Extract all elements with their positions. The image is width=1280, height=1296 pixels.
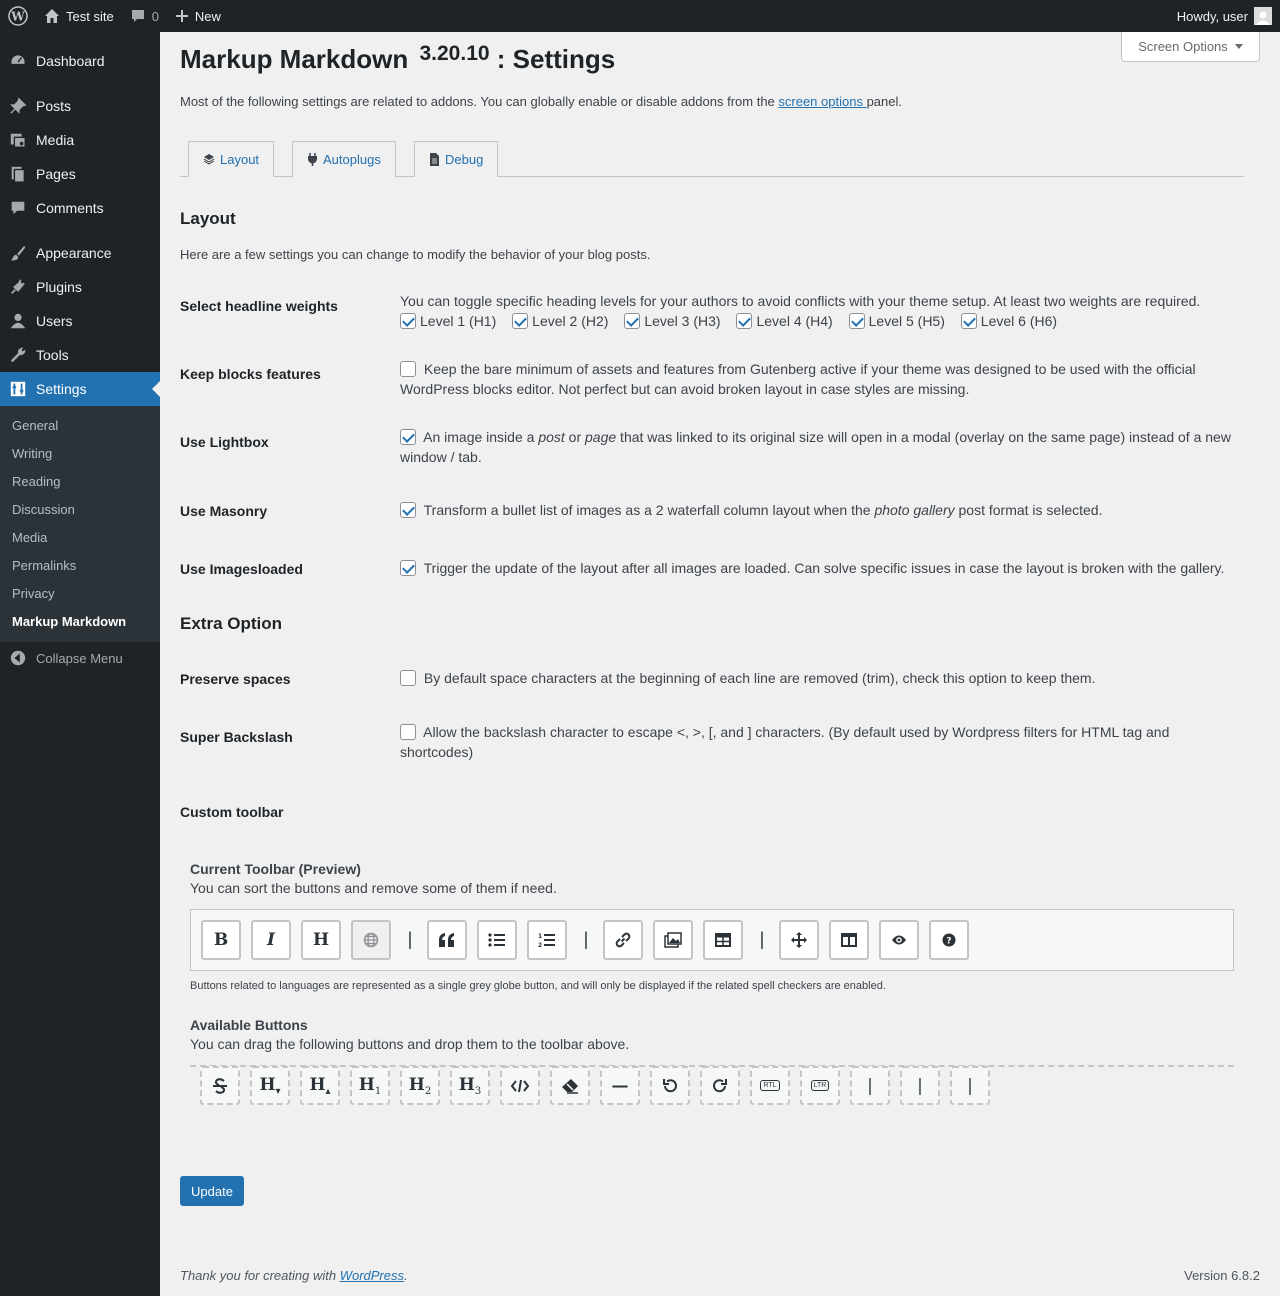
layout-heading: Layout [180,209,236,228]
separator-button[interactable] [900,1066,940,1105]
separator-button[interactable] [850,1066,890,1105]
page-title: Markup Markdown $^{3.20.10}$ : Settings [180,42,616,74]
ordered-list-icon [538,932,556,948]
heading-1-button[interactable] [350,1066,390,1105]
toolbar-separator: | [407,929,413,949]
question-icon [942,933,956,947]
screen-options-link[interactable]: screen options [778,94,867,109]
separator-icon: | [967,1075,973,1096]
wrench-icon [0,346,36,364]
separator-icon: | [867,1075,873,1096]
comment-icon [130,8,146,24]
lightbox-field: An image inside a post or page that was linked to its original size will open in a modal (overlay on the same page) instead of a new window / tab. [400,429,1231,465]
wordpress-logo-icon[interactable] [0,0,36,32]
sidebar-item-settings[interactable]: Settings [0,372,160,406]
heading-button[interactable] [301,920,341,960]
custom-toolbar-label: Custom toolbar [180,804,284,820]
toolbar-separator: | [583,929,589,949]
screen-options-button[interactable]: Screen Options [1121,32,1260,62]
submenu-item-privacy[interactable]: Privacy [12,586,55,601]
strikethrough-button[interactable] [200,1066,240,1105]
sidebar-item-appearance[interactable]: Appearance [0,236,160,270]
separator-button[interactable] [950,1066,990,1105]
keep-blocks-checkbox[interactable] [400,361,416,377]
comments-count: 0 [151,8,159,24]
headline-weights-field [400,292,1245,331]
super-backslash-field: Allow the backslash character to escape <, >, [, and ] characters. (By default used by Wordpress filters for HTML tag and shortcodes) [400,724,1170,760]
ltr-button[interactable] [800,1066,840,1105]
submenu-item-reading[interactable]: Reading [12,474,61,489]
settings-icon [0,380,36,398]
heading-bigger-icon: $H_▴$ [309,1074,331,1097]
collapse-menu-button[interactable]: Collapse Menu [0,644,123,672]
masonry-label: Use Masonry [180,503,268,519]
comment-icon [0,199,36,217]
submenu-item-writing[interactable]: Writing [12,446,53,461]
current-toolbar-description: You can sort the buttons and remove some of them if need. [190,880,557,896]
sidebar-item-media[interactable]: Media [0,123,160,157]
level-option[interactable]: Level 6 (H6) [961,312,1057,332]
available-buttons-description: You can drag the following buttons and drop them to the toolbar above. [190,1036,630,1052]
level-option[interactable]: Level 1 (H1) [400,312,496,332]
level-option[interactable]: Level 3 (H3) [624,312,720,332]
italic-button[interactable] [251,920,291,960]
italic-icon: I [267,930,275,950]
account-menu[interactable] [1169,0,1280,32]
imagesloaded-label: Use Imagesloaded [180,561,303,577]
layout-description: Here are a few settings you can change to modify the behavior of your blog posts. [180,247,651,262]
sidebar-item-pages[interactable]: Pages [0,157,160,191]
bold-icon: B [213,930,229,950]
extra-option-heading: Extra Option [180,614,283,633]
current-toolbar [190,909,1234,971]
heading-smaller-button[interactable] [250,1066,290,1105]
version-number: 3.20.10 [419,42,490,65]
level-4-checkbox[interactable] [736,313,752,329]
code-icon [511,1079,529,1093]
new-label: New [194,8,221,24]
headline-weights-label: Select headline weights [180,298,338,314]
heading-2-button[interactable] [400,1066,440,1105]
keep-blocks-field: Keep the bare minimum of assets and features from Gutenberg active if your theme was designed to be used with the official WordPress blocks editor. Not perfect but can avoid broken layout in case styles are missing. [400,361,1196,397]
separator-icon: | [917,1075,923,1096]
link-button[interactable] [603,920,643,960]
collapse-arrow-icon [0,649,36,667]
admin-sidebar [0,32,160,1296]
avatar [1254,7,1272,25]
svg-text:W: W [11,9,25,24]
submenu-item-markup-markdown[interactable]: Markup Markdown [12,614,127,629]
keep-blocks-label: Keep blocks features [180,366,321,382]
undo-button[interactable] [650,1066,690,1105]
submenu-item-general[interactable]: General [12,418,59,433]
plus-icon [175,9,189,23]
redo-icon [712,1078,728,1094]
table-icon [715,933,731,947]
level-5-checkbox[interactable] [849,313,865,329]
level-option[interactable]: Level 5 (H5) [849,312,945,332]
sidebar-item-posts[interactable]: Posts [0,89,160,123]
help-button[interactable] [929,920,969,960]
sidebar-item-dashboard[interactable]: Dashboard [0,44,160,78]
fullscreen-button[interactable] [779,920,819,960]
preview-button[interactable] [879,920,919,960]
brush-icon [0,244,36,262]
code-button[interactable] [500,1066,540,1105]
site-name: Test site [66,8,114,24]
rtl-button[interactable] [750,1066,790,1105]
svg-text:2: 2 [538,942,543,948]
side-by-side-button[interactable] [829,920,869,960]
sidebar-item-plugins[interactable]: Plugins [0,270,160,304]
clean-block-button[interactable] [550,1066,590,1105]
undo-icon [662,1078,678,1094]
footer-version: Version 6.8.2 [1184,1268,1260,1283]
file-icon [429,153,440,166]
svg-text:?: ? [946,936,952,947]
submenu-item-media[interactable]: Media [12,530,48,545]
table-button[interactable] [703,920,743,960]
imagesloaded-field: Trigger the update of the layout after all images are loaded. Can solve specific issues in case the layout is broken with the gallery. [400,559,1245,579]
sidebar-item-users[interactable]: Users [0,304,160,338]
redo-button[interactable] [700,1066,740,1105]
unordered-list-button[interactable] [477,920,517,960]
link-icon [614,931,632,949]
wordpress-link[interactable]: WordPress [339,1268,404,1283]
tab-layout[interactable]: Layout [188,141,274,177]
preserve-spaces-label: Preserve spaces [180,671,291,687]
rtl-icon: RTL [760,1080,779,1091]
level-1-checkbox[interactable] [400,313,416,329]
bold-button[interactable] [201,920,241,960]
masonry-field: Transform a bullet list of images as a 2 waterfall column layout when the photo gallery post format is selected. [400,501,1245,521]
globe-icon [363,932,379,948]
level-option[interactable]: Level 4 (H4) [736,312,832,332]
pages-icon [0,165,36,183]
heading-2-icon: $H_2$ [408,1074,432,1097]
heading-bigger-button[interactable] [300,1066,340,1105]
quote-icon [438,932,456,948]
strikethrough-icon [212,1078,228,1094]
level-2-checkbox[interactable] [512,313,528,329]
columns-icon [841,933,857,947]
masonry-checkbox[interactable] [400,502,416,518]
heading-3-button[interactable] [450,1066,490,1105]
howdy-text: Howdy, user [1176,8,1248,24]
imagesloaded-checkbox[interactable] [400,560,416,576]
headline-weights-description: You can toggle specific heading levels for your authors to avoid conflicts with your theme setup. At least two weights are required. [400,293,1201,309]
heading-smaller-icon: $H_▾$ [259,1074,281,1097]
new-content-link[interactable] [167,0,229,32]
horizontal-rule-button[interactable] [600,1066,640,1105]
level-3-checkbox[interactable] [624,313,640,329]
submenu-item-discussion[interactable]: Discussion [12,502,75,517]
super-backslash-checkbox[interactable] [400,724,416,740]
lightbox-checkbox[interactable] [400,429,416,445]
heading-icon: H [312,930,330,950]
footer-thanks: Thank you for creating with WordPress. [180,1268,408,1283]
spellcheck-button[interactable] [351,920,391,960]
quote-button[interactable] [427,920,467,960]
available-buttons-title: Available Buttons [190,1017,308,1033]
toolbar-note: Buttons related to languages are represented as a single grey globe button, and will only be displayed if the related spell checkers are enabled. [190,980,886,992]
comments-link[interactable] [122,0,167,32]
sidebar-item-tools[interactable]: Tools [0,338,160,372]
ltr-icon: LTR [811,1080,830,1091]
lightbox-label: Use Lightbox [180,434,269,450]
sidebar-item-comments[interactable]: Comments [0,191,160,225]
pin-icon [0,97,36,115]
headline-levels [400,312,1245,332]
dashboard-icon [0,52,36,70]
toolbar-separator: | [759,929,765,949]
level-6-checkbox[interactable] [961,313,977,329]
svg-text:1: 1 [538,933,543,940]
current-toolbar-title: Current Toolbar (Preview) [190,861,361,877]
preserve-spaces-field: By default space characters at the beginning of each line are removed (trim), check this option to keep them. [400,669,1245,689]
heading-3-icon: $H_3$ [458,1074,482,1097]
tab-autoplugs[interactable]: Autoplugs [292,141,396,177]
move-arrows-icon [791,932,807,948]
minus-icon: — [611,1075,629,1096]
intro-text: Most of the following settings are related to addons. You can globally enable or disable addons from the screen options panel. [180,94,902,109]
eraser-icon [561,1078,579,1094]
settings-submenu [0,406,160,642]
user-icon [0,312,36,330]
layers-icon [203,153,215,165]
site-name-link[interactable] [36,0,122,32]
chevron-down-icon [1235,44,1243,49]
level-option[interactable]: Level 2 (H2) [512,312,608,332]
ordered-list-button[interactable] [527,920,567,960]
images-icon [664,932,682,948]
image-button[interactable] [653,920,693,960]
eye-icon [891,934,907,946]
home-icon [44,8,60,24]
tab-debug[interactable]: Debug [414,141,498,177]
plugin-icon [0,278,36,296]
super-backslash-label: Super Backslash [180,729,293,745]
update-button[interactable]: Update [180,1176,244,1206]
media-icon [0,131,36,149]
admin-bar [0,0,1280,32]
heading-1-icon: $H_1$ [358,1074,382,1097]
preserve-spaces-checkbox[interactable] [400,670,416,686]
submenu-item-permalinks[interactable]: Permalinks [12,558,77,573]
plug-icon [307,153,318,166]
list-icon [488,932,506,948]
